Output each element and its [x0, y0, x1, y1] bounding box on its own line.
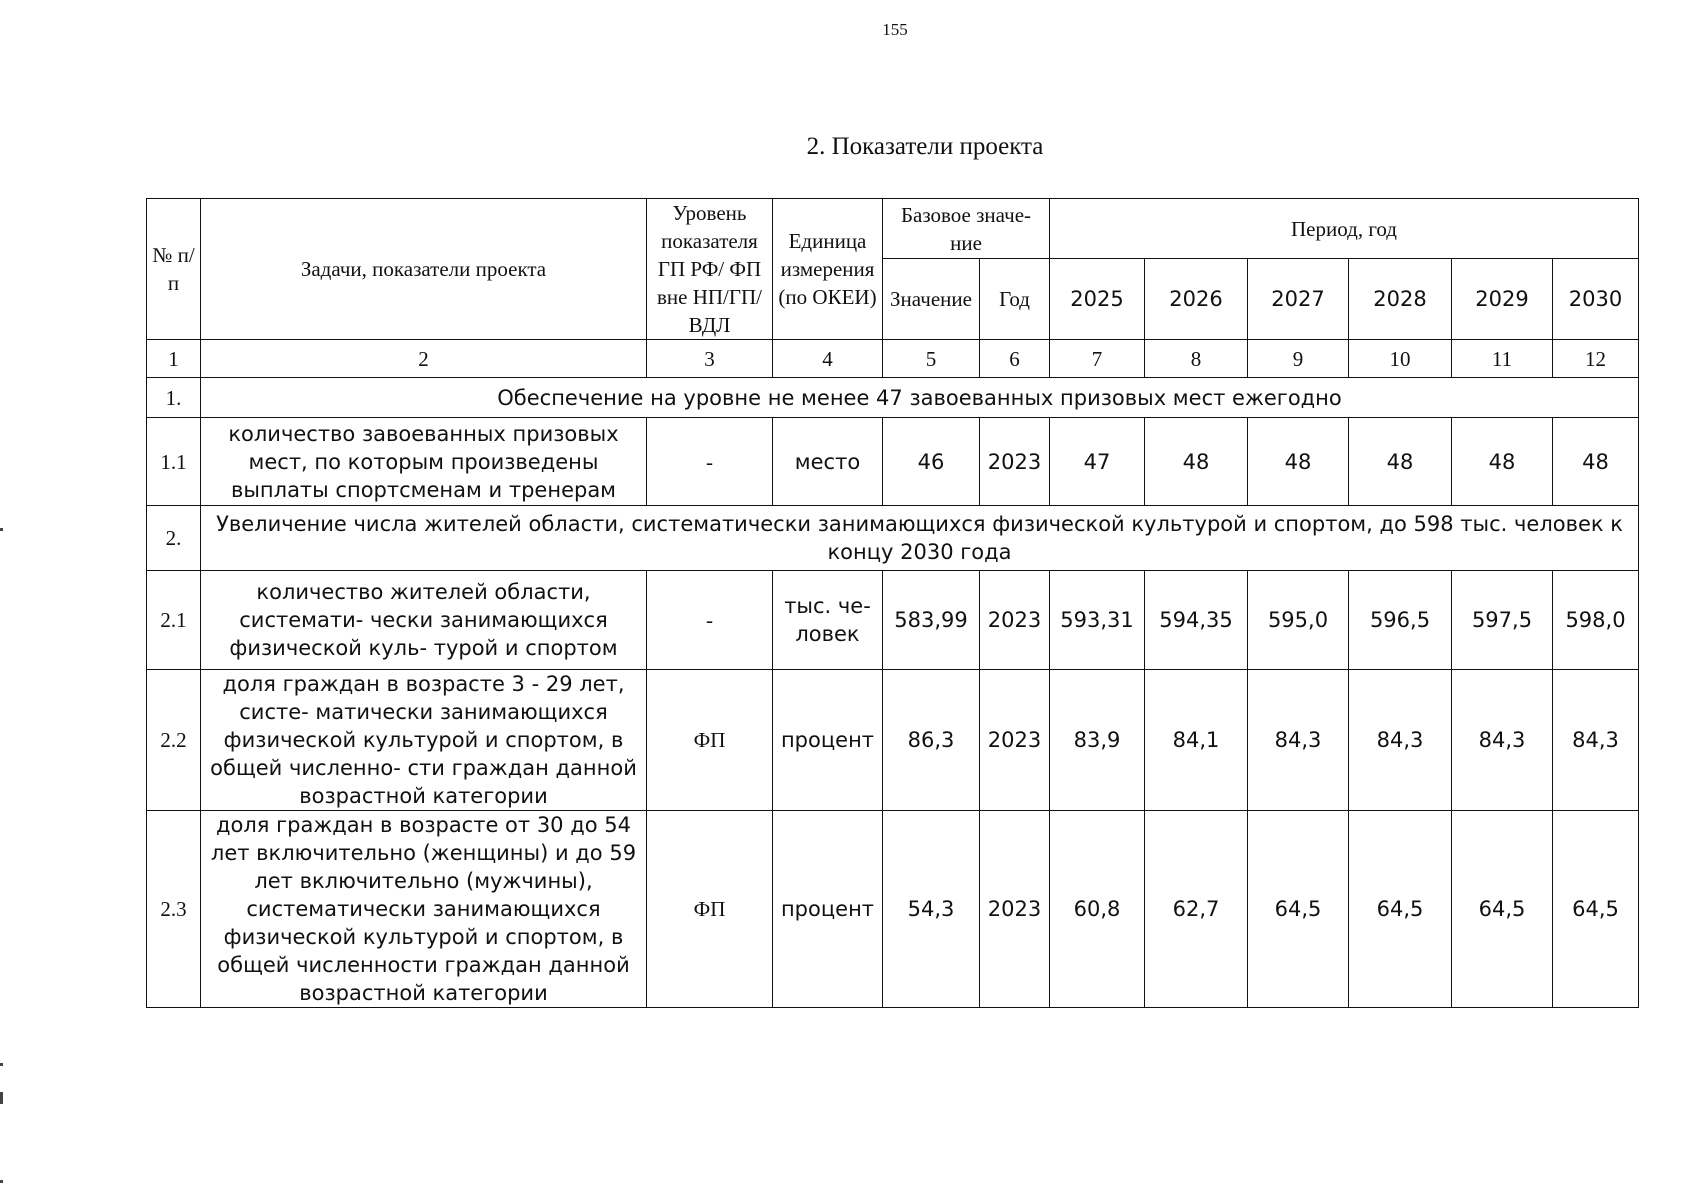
- indicator-value: 84,1: [1145, 670, 1248, 811]
- task-text: Увеличение числа жителей области, систематически занимающихся физической культурой и спортом, до 598 тыс. человек к концу 2030 года: [201, 506, 1639, 571]
- indicator-value: 64,5: [1452, 811, 1553, 1008]
- indicator-level: -: [647, 571, 773, 670]
- indicator-value: 595,0: [1248, 571, 1349, 670]
- indicator-row: [147, 418, 1639, 506]
- indicator-value: 48: [1553, 418, 1639, 506]
- indicator-value: 48: [1145, 418, 1248, 506]
- indicator-value: 598,0: [1553, 571, 1639, 670]
- header-year: 2030: [1553, 259, 1639, 340]
- header-period: Период, год: [1050, 199, 1639, 259]
- indicator-level: ФП: [647, 670, 773, 811]
- task-row: [147, 506, 1639, 571]
- indicator-base-value: 54,3: [883, 811, 980, 1008]
- header-year: 2026: [1145, 259, 1248, 340]
- header-tasks: Задачи, показатели проекта: [201, 199, 647, 340]
- indicator-base-year: 2023: [980, 571, 1050, 670]
- header-unit: Единица измерения (по ОКЕИ): [773, 199, 883, 340]
- indicator-value: 597,5: [1452, 571, 1553, 670]
- indicator-value: 48: [1349, 418, 1452, 506]
- indicator-base-year: 2023: [980, 418, 1050, 506]
- header-year: 2028: [1349, 259, 1452, 340]
- scan-speck: [0, 1180, 3, 1183]
- header-base-group: Базовое значе- ние: [883, 199, 1050, 259]
- header-base-value: Значение: [883, 259, 980, 340]
- indicator-value: 48: [1452, 418, 1553, 506]
- task-row: [147, 378, 1639, 418]
- indicator-value: 64,5: [1248, 811, 1349, 1008]
- column-number: 8: [1145, 340, 1248, 378]
- indicator-value: 84,3: [1452, 670, 1553, 811]
- indicator-name: доля граждан в возрасте от 30 до 54 лет включительно (женщины) и до 59 лет включительно (мужчины), систематически занимающихся физической культурой и спортом, в общей численности граждан данной возрастной категории: [201, 811, 647, 1008]
- indicator-unit: место: [773, 418, 883, 506]
- indicator-unit: процент: [773, 811, 883, 1008]
- indicator-value: 47: [1050, 418, 1145, 506]
- page-number: 155: [882, 20, 908, 39]
- header-base-year: Год: [980, 259, 1050, 340]
- task-text: Обеспечение на уровне не менее 47 завоеванных призовых мест ежегодно: [201, 378, 1639, 418]
- indicator-name: доля граждан в возрасте 3 - 29 лет, систе- матически занимающихся физической культурой и спортом, в общей численно- сти граждан данной возрастной категории: [201, 670, 647, 811]
- task-num: 2.: [147, 506, 201, 571]
- column-number: 4: [773, 340, 883, 378]
- column-number: 10: [1349, 340, 1452, 378]
- indicator-num: 2.3: [147, 811, 201, 1008]
- indicator-value: 84,3: [1349, 670, 1452, 811]
- indicator-unit: процент: [773, 670, 883, 811]
- indicator-value: 84,3: [1553, 670, 1639, 811]
- indicator-num: 1.1: [147, 418, 201, 506]
- scan-speck: [0, 1063, 3, 1066]
- column-number: 5: [883, 340, 980, 378]
- header-year: 2029: [1452, 259, 1553, 340]
- column-number: 7: [1050, 340, 1145, 378]
- section-title: 2. Показатели проекта: [806, 133, 1044, 160]
- column-number: 6: [980, 340, 1050, 378]
- indicator-value: 60,8: [1050, 811, 1145, 1008]
- indicator-base-value: 86,3: [883, 670, 980, 811]
- indicator-level: ФП: [647, 811, 773, 1008]
- indicator-base-year: 2023: [980, 811, 1050, 1008]
- indicator-row: [147, 811, 1639, 1008]
- indicator-value: 84,3: [1248, 670, 1349, 811]
- indicator-level: -: [647, 418, 773, 506]
- column-number: 11: [1452, 340, 1553, 378]
- indicator-value: 64,5: [1553, 811, 1639, 1008]
- header-num: № п/п: [147, 199, 201, 340]
- column-number: 1: [147, 340, 201, 378]
- indicator-base-value: 583,99: [883, 571, 980, 670]
- indicator-num: 2.1: [147, 571, 201, 670]
- indicator-name: количество завоеванных призовых мест, по которым произведены выплаты спортсменам и тренерам: [228, 421, 619, 502]
- indicator-base-value: 46: [883, 418, 980, 506]
- task-num: 1.: [147, 378, 201, 418]
- indicator-row: [147, 571, 1639, 670]
- header-year: 2025: [1050, 259, 1145, 340]
- indicator-num: 2.2: [147, 670, 201, 811]
- indicator-base-year: 2023: [980, 670, 1050, 811]
- indicator-value: 48: [1248, 418, 1349, 506]
- header-level: Уровень показателя ГП РФ/ ФП вне НП/ГП/ ВДЛ: [647, 199, 773, 340]
- column-number: 3: [647, 340, 773, 378]
- indicator-value: 593,31: [1050, 571, 1145, 670]
- indicator-unit: тыс. че- ловек: [773, 571, 883, 670]
- indicators-table: [146, 198, 1639, 1008]
- header-year: 2027: [1248, 259, 1349, 340]
- indicator-name: количество жителей области, системати- чески занимающихся физической куль- турой и спортом: [201, 571, 647, 670]
- indicator-row: [147, 670, 1639, 811]
- indicator-value: 594,35: [1145, 571, 1248, 670]
- scan-speck: [0, 1092, 3, 1104]
- indicator-value: 62,7: [1145, 811, 1248, 1008]
- column-number-row: [147, 340, 1639, 378]
- indicator-value: 83,9: [1050, 670, 1145, 811]
- column-number: 9: [1248, 340, 1349, 378]
- indicator-value: 596,5: [1349, 571, 1452, 670]
- column-number: 12: [1553, 340, 1639, 378]
- column-number: 2: [201, 340, 647, 378]
- scan-speck: [0, 528, 3, 531]
- indicator-value: 64,5: [1349, 811, 1452, 1008]
